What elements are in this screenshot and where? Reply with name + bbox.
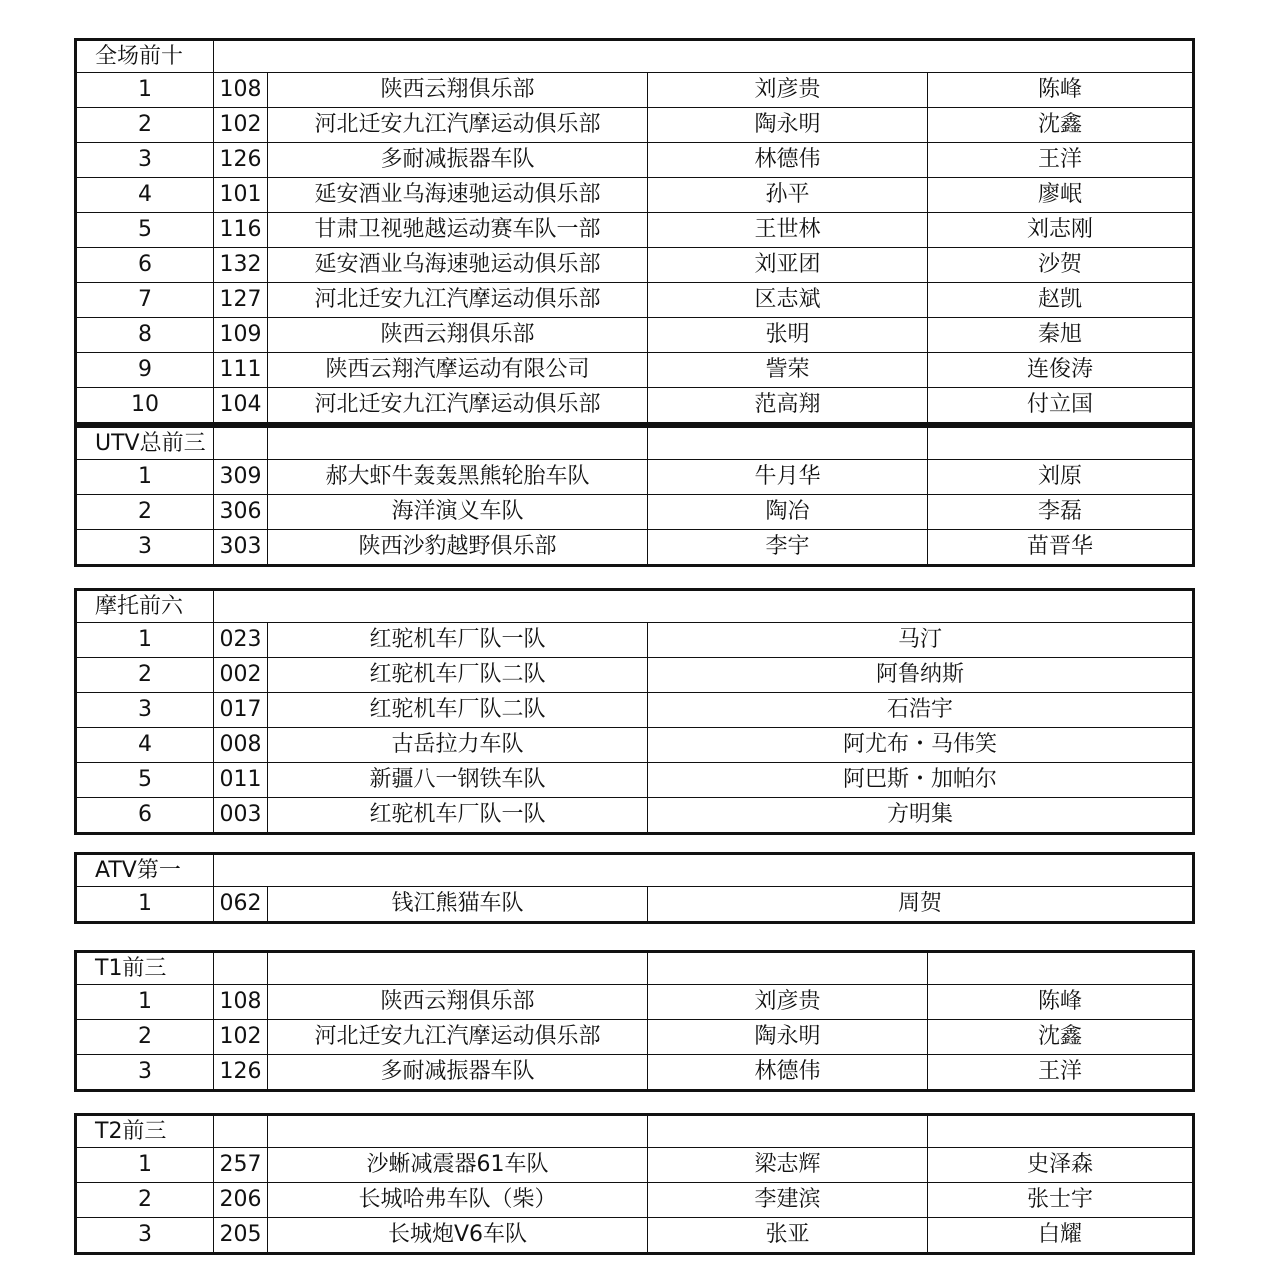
rider-cell: 阿巴斯・加帕尔	[648, 763, 1194, 798]
rank-cell: 5	[76, 213, 214, 248]
team-cell: 长城哈弗车队（柴）	[268, 1183, 648, 1218]
rank-cell: 4	[76, 178, 214, 213]
codriver-cell: 李磊	[928, 495, 1194, 530]
car-number-cell: 126	[214, 1055, 268, 1091]
table-row	[76, 530, 1194, 566]
codriver-cell: 史泽森	[928, 1148, 1194, 1183]
section-title: UTV总前三	[76, 427, 214, 460]
team-cell: 多耐减振器车队	[268, 1055, 648, 1091]
table-row	[76, 388, 1194, 424]
rank-cell: 3	[76, 1218, 214, 1254]
car-number-cell: 132	[214, 248, 268, 283]
codriver-cell: 刘原	[928, 460, 1194, 495]
rider-cell: 阿尤布・马伟笑	[648, 728, 1194, 763]
car-number-cell: 116	[214, 213, 268, 248]
table-row	[76, 693, 1194, 728]
team-cell: 沙蜥减震器61车队	[268, 1148, 648, 1183]
rank-cell: 2	[76, 108, 214, 143]
team-cell: 陕西云翔俱乐部	[268, 318, 648, 353]
car-number-cell: 101	[214, 178, 268, 213]
section-title: ATV第一	[76, 854, 214, 887]
car-number-cell: 003	[214, 798, 268, 834]
table-row	[76, 283, 1194, 318]
header-blank	[214, 40, 1194, 73]
overall-top10-table	[74, 38, 1195, 425]
codriver-cell: 王洋	[928, 143, 1194, 178]
driver-cell: 王世林	[648, 213, 928, 248]
team-cell: 河北迁安九江汽摩运动俱乐部	[268, 283, 648, 318]
codriver-cell: 连俊涛	[928, 353, 1194, 388]
team-cell: 红驼机车厂队一队	[268, 798, 648, 834]
rank-cell: 1	[76, 460, 214, 495]
car-number-cell: 206	[214, 1183, 268, 1218]
car-number-cell: 205	[214, 1218, 268, 1254]
car-number-cell: 011	[214, 763, 268, 798]
rank-cell: 2	[76, 1183, 214, 1218]
header-blank	[648, 1115, 928, 1148]
table-row	[76, 1055, 1194, 1091]
rank-cell: 2	[76, 495, 214, 530]
rank-cell: 2	[76, 658, 214, 693]
rank-cell: 1	[76, 623, 214, 658]
header-blank	[648, 952, 928, 985]
table-row	[76, 353, 1194, 388]
team-cell: 陕西云翔汽摩运动有限公司	[268, 353, 648, 388]
codriver-cell: 陈峰	[928, 985, 1194, 1020]
driver-cell: 刘彦贵	[648, 985, 928, 1020]
codriver-cell: 廖岷	[928, 178, 1194, 213]
codriver-cell: 刘志刚	[928, 213, 1194, 248]
table-row	[76, 623, 1194, 658]
rank-cell: 5	[76, 763, 214, 798]
table-row	[76, 798, 1194, 834]
utv-top3-table	[74, 425, 1195, 567]
t2-top3-table	[74, 1113, 1195, 1255]
car-number-cell: 102	[214, 1020, 268, 1055]
driver-cell: 张亚	[648, 1218, 928, 1254]
car-number-cell: 306	[214, 495, 268, 530]
team-cell: 郝大虾牛轰轰黑熊轮胎车队	[268, 460, 648, 495]
team-cell: 甘肃卫视驰越运动赛车队一部	[268, 213, 648, 248]
header-blank	[928, 1115, 1194, 1148]
header-blank	[214, 1115, 268, 1148]
rank-cell: 9	[76, 353, 214, 388]
team-cell: 河北迁安九江汽摩运动俱乐部	[268, 108, 648, 143]
table-row	[76, 985, 1194, 1020]
section-title: T1前三	[76, 952, 214, 985]
codriver-cell: 陈峰	[928, 73, 1194, 108]
header-blank	[928, 427, 1194, 460]
rank-cell: 3	[76, 693, 214, 728]
codriver-cell: 沈鑫	[928, 108, 1194, 143]
table-header-row	[76, 590, 1194, 623]
table-row	[76, 248, 1194, 283]
car-number-cell: 002	[214, 658, 268, 693]
driver-cell: 陶永明	[648, 1020, 928, 1055]
codriver-cell: 张士宇	[928, 1183, 1194, 1218]
header-blank	[268, 952, 648, 985]
table-row	[76, 108, 1194, 143]
rank-cell: 3	[76, 530, 214, 566]
table-row	[76, 495, 1194, 530]
car-number-cell: 126	[214, 143, 268, 178]
rank-cell: 1	[76, 1148, 214, 1183]
table-row	[76, 460, 1194, 495]
header-blank	[214, 427, 268, 460]
rank-cell: 8	[76, 318, 214, 353]
rank-cell: 1	[76, 73, 214, 108]
table-row	[76, 318, 1194, 353]
team-cell: 多耐减振器车队	[268, 143, 648, 178]
rider-cell: 周贺	[648, 887, 1194, 923]
header-blank	[928, 952, 1194, 985]
rider-cell: 马汀	[648, 623, 1194, 658]
table-row	[76, 178, 1194, 213]
table-row	[76, 1148, 1194, 1183]
table-row	[76, 143, 1194, 178]
team-cell: 陕西沙豹越野俱乐部	[268, 530, 648, 566]
car-number-cell: 108	[214, 985, 268, 1020]
section-title: 摩托前六	[76, 590, 214, 623]
team-cell: 海洋演义车队	[268, 495, 648, 530]
car-number-cell: 257	[214, 1148, 268, 1183]
rank-cell: 3	[76, 1055, 214, 1091]
table-row	[76, 1218, 1194, 1254]
team-cell: 长城炮V6车队	[268, 1218, 648, 1254]
header-blank	[214, 952, 268, 985]
header-blank	[268, 427, 648, 460]
team-cell: 新疆八一钢铁车队	[268, 763, 648, 798]
driver-cell: 陶永明	[648, 108, 928, 143]
driver-cell: 李宇	[648, 530, 928, 566]
header-blank	[214, 854, 1194, 887]
team-cell: 延安酒业乌海速驰运动俱乐部	[268, 248, 648, 283]
rider-cell: 方明集	[648, 798, 1194, 834]
t1-top3-table	[74, 950, 1195, 1092]
header-blank	[268, 1115, 648, 1148]
codriver-cell: 白耀	[928, 1218, 1194, 1254]
codriver-cell: 秦旭	[928, 318, 1194, 353]
driver-cell: 区志斌	[648, 283, 928, 318]
team-cell: 延安酒业乌海速驰运动俱乐部	[268, 178, 648, 213]
driver-cell: 林德伟	[648, 1055, 928, 1091]
moto-top6-table	[74, 588, 1195, 835]
driver-cell: 梁志辉	[648, 1148, 928, 1183]
codriver-cell: 王洋	[928, 1055, 1194, 1091]
team-cell: 古岳拉力车队	[268, 728, 648, 763]
table-header-row	[76, 427, 1194, 460]
section-title: T2前三	[76, 1115, 214, 1148]
table-header-row	[76, 40, 1194, 73]
car-number-cell: 111	[214, 353, 268, 388]
table-row	[76, 1183, 1194, 1218]
team-cell: 河北迁安九江汽摩运动俱乐部	[268, 388, 648, 424]
car-number-cell: 127	[214, 283, 268, 318]
team-cell: 红驼机车厂队二队	[268, 658, 648, 693]
rank-cell: 2	[76, 1020, 214, 1055]
driver-cell: 李建滨	[648, 1183, 928, 1218]
table-header-row	[76, 1115, 1194, 1148]
atv-first-table	[74, 852, 1195, 924]
driver-cell: 陶冶	[648, 495, 928, 530]
rank-cell: 3	[76, 143, 214, 178]
rank-cell: 7	[76, 283, 214, 318]
team-cell: 红驼机车厂队一队	[268, 623, 648, 658]
team-cell: 钱江熊猫车队	[268, 887, 648, 923]
car-number-cell: 108	[214, 73, 268, 108]
car-number-cell: 023	[214, 623, 268, 658]
car-number-cell: 062	[214, 887, 268, 923]
car-number-cell: 309	[214, 460, 268, 495]
car-number-cell: 017	[214, 693, 268, 728]
rank-cell: 1	[76, 985, 214, 1020]
rider-cell: 石浩宇	[648, 693, 1194, 728]
driver-cell: 范高翔	[648, 388, 928, 424]
team-cell: 陕西云翔俱乐部	[268, 73, 648, 108]
rank-cell: 10	[76, 388, 214, 424]
table-header-row	[76, 854, 1194, 887]
codriver-cell: 苗晋华	[928, 530, 1194, 566]
table-row	[76, 213, 1194, 248]
rank-cell: 6	[76, 248, 214, 283]
header-blank	[648, 427, 928, 460]
table-row	[76, 1020, 1194, 1055]
driver-cell: 张明	[648, 318, 928, 353]
driver-cell: 林德伟	[648, 143, 928, 178]
table-row	[76, 73, 1194, 108]
car-number-cell: 104	[214, 388, 268, 424]
table-row	[76, 658, 1194, 693]
table-row	[76, 728, 1194, 763]
table-row	[76, 763, 1194, 798]
rank-cell: 6	[76, 798, 214, 834]
rank-cell: 1	[76, 887, 214, 923]
driver-cell: 刘亚团	[648, 248, 928, 283]
section-title: 全场前十	[76, 40, 214, 73]
team-cell: 河北迁安九江汽摩运动俱乐部	[268, 1020, 648, 1055]
codriver-cell: 赵凯	[928, 283, 1194, 318]
header-blank	[214, 590, 1194, 623]
car-number-cell: 102	[214, 108, 268, 143]
codriver-cell: 付立国	[928, 388, 1194, 424]
codriver-cell: 沙贺	[928, 248, 1194, 283]
car-number-cell: 109	[214, 318, 268, 353]
car-number-cell: 008	[214, 728, 268, 763]
driver-cell: 刘彦贵	[648, 73, 928, 108]
driver-cell: 訾荣	[648, 353, 928, 388]
codriver-cell: 沈鑫	[928, 1020, 1194, 1055]
driver-cell: 孙平	[648, 178, 928, 213]
rider-cell: 阿鲁纳斯	[648, 658, 1194, 693]
car-number-cell: 303	[214, 530, 268, 566]
team-cell: 红驼机车厂队二队	[268, 693, 648, 728]
rank-cell: 4	[76, 728, 214, 763]
table-header-row	[76, 952, 1194, 985]
team-cell: 陕西云翔俱乐部	[268, 985, 648, 1020]
driver-cell: 牛月华	[648, 460, 928, 495]
table-row	[76, 887, 1194, 923]
